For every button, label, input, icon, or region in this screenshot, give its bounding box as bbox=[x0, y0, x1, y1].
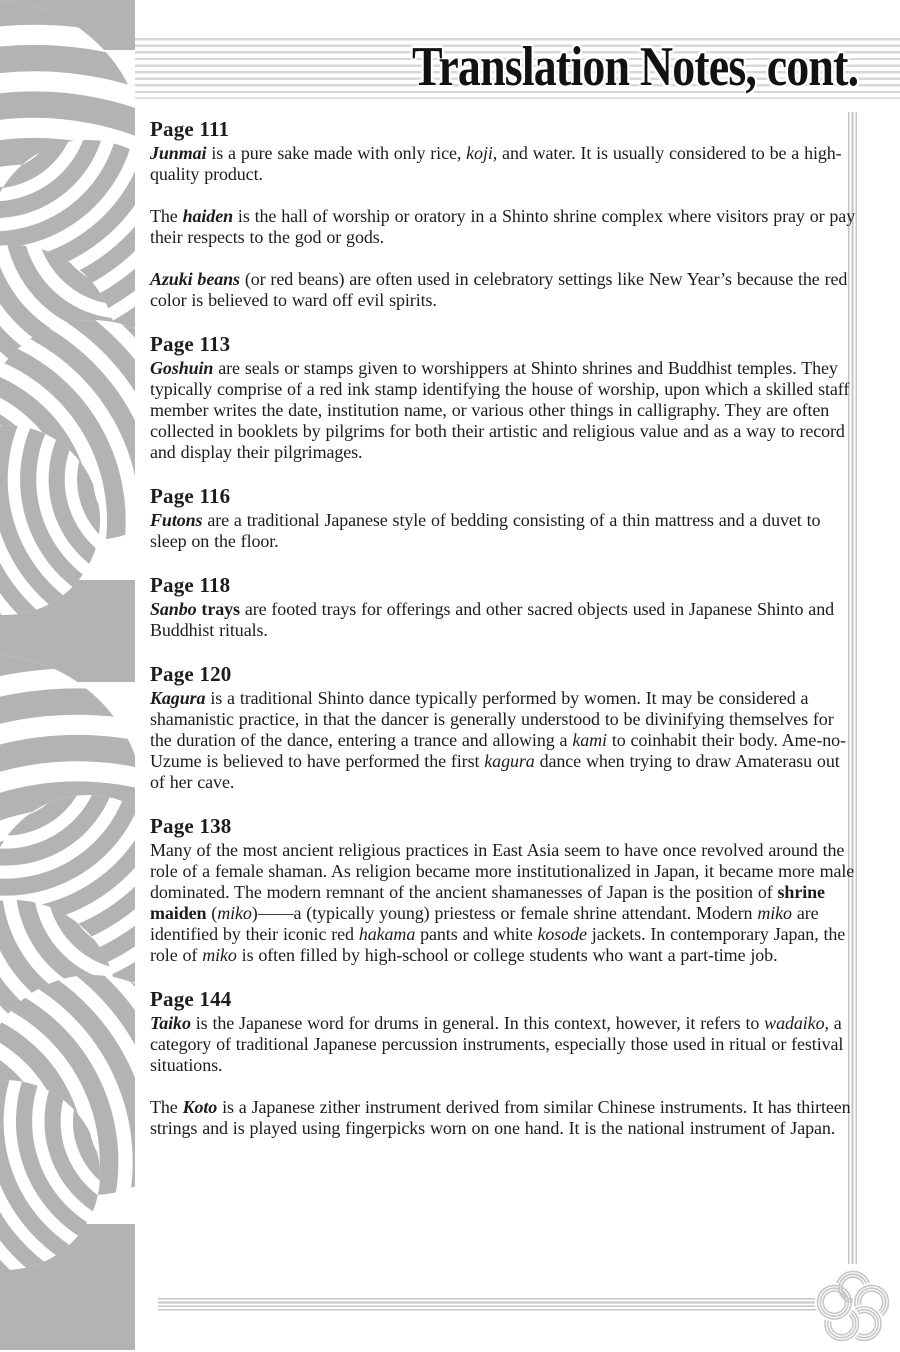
section-heading: Page 138 bbox=[150, 814, 232, 838]
text-run: are footed trays for offerings and other sacred objects used in Japanese Shinto and Buddhist rituals. bbox=[150, 599, 834, 640]
note-paragraph bbox=[150, 1013, 856, 1076]
text-run: kosode bbox=[537, 924, 587, 944]
text-run: are a traditional Japanese style of bedding consisting of a thin mattress and a duvet to sleep on the floor. bbox=[150, 510, 821, 551]
section-body bbox=[150, 143, 856, 311]
note-section bbox=[150, 662, 856, 793]
section-heading: Page 144 bbox=[150, 987, 232, 1011]
note-paragraph bbox=[150, 1097, 856, 1139]
text-run: Goshuin bbox=[150, 358, 214, 378]
text-run: are identified by their iconic red bbox=[150, 903, 819, 944]
text-run: Azuki beans bbox=[150, 269, 240, 289]
note-paragraph bbox=[150, 206, 856, 248]
text-run: Koto bbox=[182, 1097, 218, 1117]
text-run: dance when trying to draw Amaterasu out of her cave. bbox=[150, 751, 840, 792]
text-run: )——a (typically young) priestess or female shrine attendant. Modern bbox=[251, 903, 758, 923]
text-run: is the Japanese word for drums in general. In this context, however, it refers to bbox=[190, 1013, 765, 1033]
knot-pattern-band bbox=[0, 0, 135, 1350]
notes-content bbox=[150, 117, 856, 1160]
text-run: Sanbo bbox=[150, 599, 197, 619]
text-run: shrine maiden bbox=[150, 882, 825, 923]
text-run: pants and white bbox=[415, 924, 538, 944]
text-run: is a pure sake made with only rice, bbox=[206, 143, 467, 163]
section-body bbox=[150, 1013, 856, 1139]
section-body bbox=[150, 840, 856, 966]
note-paragraph bbox=[150, 269, 856, 311]
text-run: is a Japanese zither instrument derived from similar Chinese instruments. It has thirteen strings and is played using fingerpicks worn on one hand. It is the national instrument of Japan. bbox=[150, 1097, 851, 1138]
section-heading: Page 113 bbox=[150, 332, 231, 356]
note-section bbox=[150, 117, 856, 311]
text-run: jackets. In contemporary Japan, the role of bbox=[150, 924, 846, 965]
note-paragraph bbox=[150, 358, 856, 463]
horizontal-rule bbox=[158, 1298, 838, 1311]
note-paragraph bbox=[150, 510, 856, 552]
section-body bbox=[150, 599, 856, 641]
text-run: hakama bbox=[358, 924, 416, 944]
note-section bbox=[150, 814, 856, 966]
section-heading: Page 118 bbox=[150, 573, 231, 597]
text-run: Kagura bbox=[150, 688, 206, 708]
text-run: is the hall of worship or oratory in a Shinto shrine complex where visitors pray or pay their respects to the god or gods. bbox=[150, 206, 856, 247]
text-run: The bbox=[150, 1097, 183, 1117]
text-run: haiden bbox=[182, 206, 234, 226]
text-run: is often filled by high-school or college students who want a part-time job. bbox=[236, 945, 778, 965]
text-run: (or red beans) are often used in celebratory settings like New Year’s because the red color is believed to ward off evil spirits. bbox=[150, 269, 848, 310]
text-run: trays bbox=[196, 599, 240, 619]
text-run: Junmai bbox=[150, 143, 207, 163]
text-run: miko bbox=[757, 903, 792, 923]
text-run: kami bbox=[572, 730, 607, 750]
section-body bbox=[150, 510, 856, 552]
text-run: is a traditional Shinto dance typically performed by women. It may be considered a shamanistic practice, in that the dancer is generally understood to be divinifying themselves for the duration of the dance, entering a trance and allowing a bbox=[150, 688, 834, 750]
text-run: kagura bbox=[484, 751, 535, 771]
text-run: , and water. It is usually considered to be a high-quality product. bbox=[150, 143, 842, 184]
note-paragraph bbox=[150, 599, 856, 641]
text-run: Taiko bbox=[150, 1013, 191, 1033]
note-paragraph bbox=[150, 688, 856, 793]
text-run: Many of the most ancient religious practices in East Asia seem to have once revolved around the role of a female shaman. As religion became more institutionalized in Japan, it became more male dominated. The modern remnant of the ancient shamanesses of Japan is the position of bbox=[150, 840, 855, 902]
text-run: miko bbox=[217, 903, 252, 923]
text-run: are seals or stamps given to worshippers at Shinto shrines and Buddhist temples. They typically comprise of a red ink stamp identifying the house of worship, upon which a skilled staff member writes the date, institution name, or various other things in calligraphy. They are often collected in booklets by pilgrims for both their artistic and religious value and as a way to record and display their pilgrimages. bbox=[150, 358, 850, 462]
section-heading: Page 116 bbox=[150, 484, 231, 508]
text-run: ( bbox=[206, 903, 218, 923]
text-run: to coinhabit their body. Ame-no-Uzume is believed to have performed the first bbox=[150, 730, 846, 771]
section-body bbox=[150, 358, 856, 463]
text-run: wadaiko, bbox=[764, 1013, 829, 1033]
text-run: miko bbox=[202, 945, 237, 965]
mizuhiki-knot-pattern-icon bbox=[0, 0, 135, 1350]
note-paragraph bbox=[150, 143, 856, 185]
note-section bbox=[150, 484, 856, 552]
text-run: The bbox=[150, 206, 183, 226]
note-section bbox=[150, 573, 856, 641]
page-title: Translation Notes, cont. bbox=[411, 36, 858, 98]
text-run: koji bbox=[466, 143, 493, 163]
note-section bbox=[150, 332, 856, 463]
mizuhiki-knot-icon bbox=[811, 1263, 895, 1347]
text-run: Futons bbox=[150, 510, 203, 530]
note-section bbox=[150, 987, 856, 1139]
section-heading: Page 120 bbox=[150, 662, 232, 686]
section-heading: Page 111 bbox=[150, 117, 230, 141]
note-paragraph bbox=[150, 840, 856, 966]
text-run: a category of traditional Japanese percussion instruments, especially those used in ritual or festival situations. bbox=[150, 1013, 844, 1075]
section-body bbox=[150, 688, 856, 793]
